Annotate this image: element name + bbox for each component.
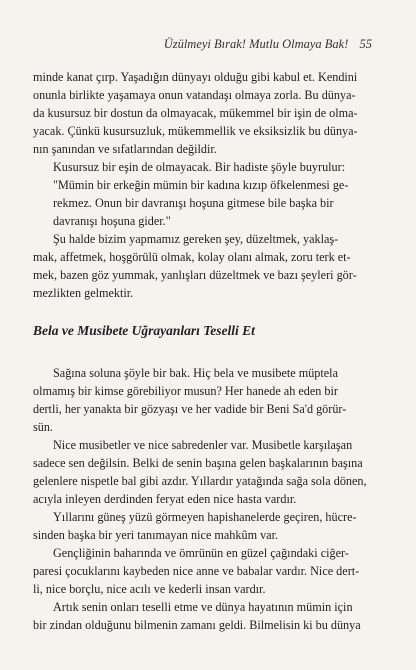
text-line: Artık senin onları teselli etme ve dünya hayatının mümin için bbox=[53, 600, 353, 614]
text-line: da kusursuz bir dostun da olmayacak, mükemmel bir işin de olma- bbox=[33, 106, 358, 120]
running-header bbox=[164, 37, 372, 52]
text-line: Gençliğinin baharında ve ömrünün en güzel çağındaki ciğer- bbox=[53, 546, 349, 560]
text-line: sün. bbox=[33, 420, 53, 434]
text-line: rekmez. Onun bir davranışı hoşuna gitmese bile başka bir bbox=[53, 196, 334, 210]
text-line: sinden başka bir yeri tanımayan nice mahkûm var. bbox=[33, 528, 279, 542]
text-line: minde kanat çırp. Yaşadığın dünyayı olduğu gibi kabul et. Kendini bbox=[33, 70, 358, 84]
text-line: acıyla inleyen derdinden feryat eden nice hasta vardır. bbox=[33, 492, 297, 506]
text-line: bir zindan olduğunu bilmenin zamanı geldi. Bilmelisin ki bu dünya bbox=[33, 618, 361, 632]
page-number: 55 bbox=[359, 37, 372, 51]
text-line: mezlikten gelmektir. bbox=[33, 286, 134, 300]
text-line: nın şanından ve sıfatlarından değildir. bbox=[33, 142, 217, 156]
text-line: mak, affetmek, hoşgörülü olmak, kolay olanı almak, zoru terk et- bbox=[33, 250, 351, 264]
text-line: Şu halde bizim yapmamız gereken şey, düzeltmek, yaklaş- bbox=[53, 232, 339, 246]
text-line: Kusursuz bir eşin de olmayacak. Bir hadiste şöyle buyrulur: bbox=[53, 160, 346, 174]
text-line: dertli, her yanakta bir gözyaşı ve her vadide bir Beni Sa'd görür- bbox=[33, 402, 347, 416]
text-line: olmamış bir kimse görebiliyor musun? Her hanede ah eden bir bbox=[33, 384, 338, 398]
section-heading: Bela ve Musibete Uğrayanları Teselli Et bbox=[33, 323, 255, 338]
text-line: Nice musibetler ve nice sabredenler var. Musibetle karşılaşan bbox=[53, 438, 353, 452]
text-line: gelenlere nispetle bal gibi azdır. Yıllardır yatağında sağa sola dönen, bbox=[33, 474, 367, 488]
text-line: paresi çocuklarını kaybeden nice anne ve babalar vardır. Nice dert- bbox=[33, 564, 360, 578]
text-line: "Mümin bir erkeğin mümin bir kadına kızıp öfkelenmesi ge- bbox=[53, 178, 349, 192]
text-line: onunla birlikte yaşamaya onun vatandaşı olmaya zorla. Bu dünya- bbox=[33, 88, 356, 102]
text-line: Yıllarını güneş yüzü görmeyen hapishanelerde geçiren, hücre- bbox=[53, 510, 357, 524]
text-line: li, nice borçlu, nice acılı ve kederli insan vardır. bbox=[33, 582, 266, 596]
running-title: Üzülmeyi Bırak! Mutlu Olmaya Bak! bbox=[163, 37, 349, 51]
text-line: mek, bazen göz yummak, yanlışları düzeltmek ve bazı şeyleri gör- bbox=[33, 268, 357, 282]
text-line: sadece sen değilsin. Belki de senin başına gelen başkalarının başına bbox=[33, 456, 363, 470]
text-line: yacak. Çünkü kusursuzluk, mükemmellik ve eksiksizlik bu dünya- bbox=[33, 124, 358, 138]
text-line: davranışı hoşuna gider." bbox=[53, 214, 171, 228]
text-block-1 bbox=[33, 68, 385, 302]
text-block-2 bbox=[33, 364, 385, 634]
text-line: Sağına soluna şöyle bir bak. Hiç bela ve musibete müptela bbox=[53, 366, 338, 380]
